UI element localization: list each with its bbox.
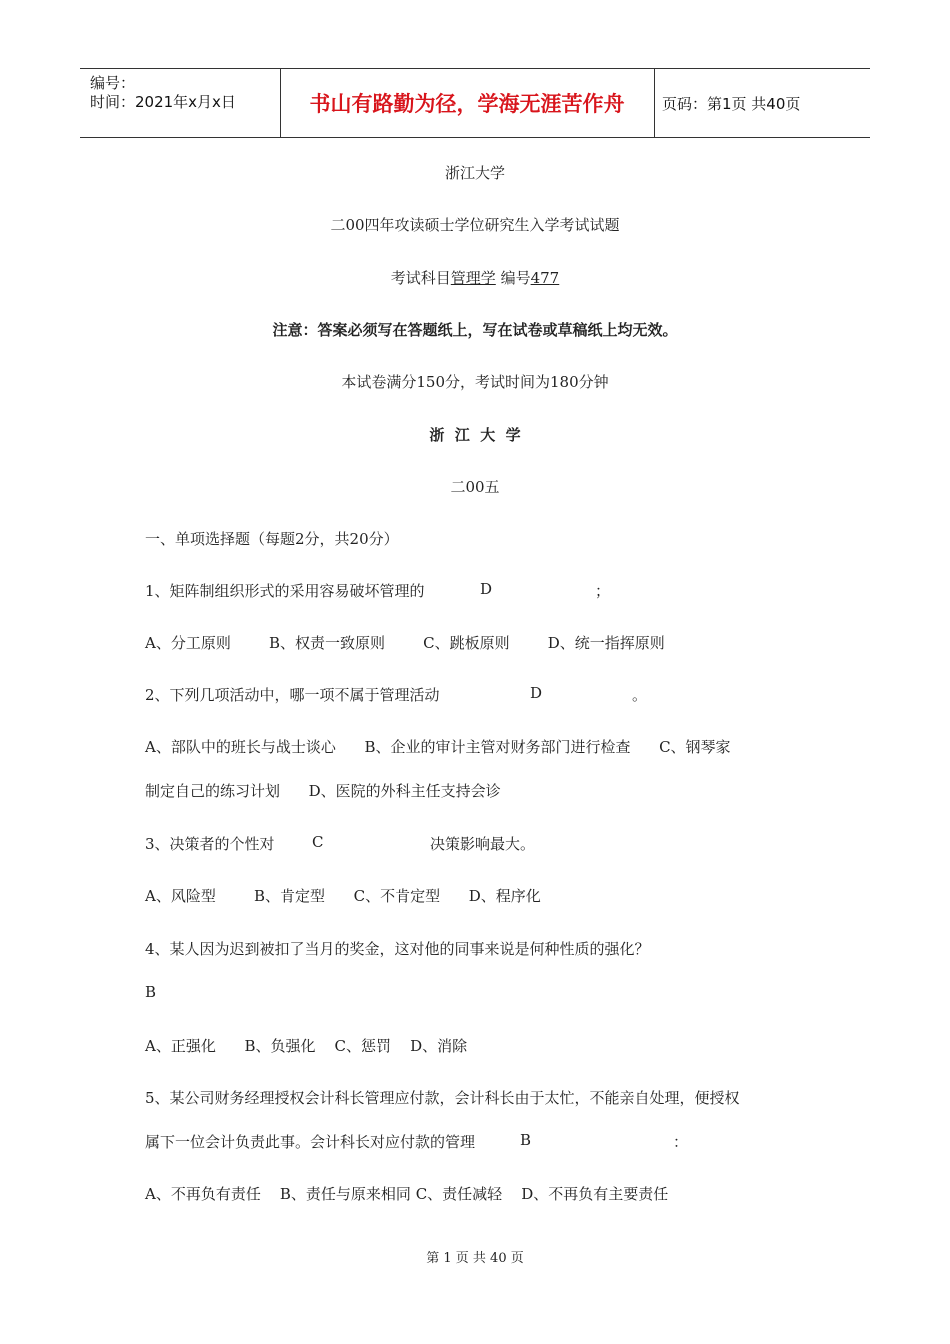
question-3-end: 决策影响最大。 (430, 835, 536, 853)
question-1-options: A、分工原则 B、权责一致原则 C、跳板原则 D、统一指挥原则 (145, 634, 665, 652)
header-divider-right (654, 69, 655, 137)
header-meta (80, 69, 280, 137)
header-motto: 书山有路勤为径，学海无涯苦作舟 (309, 92, 625, 116)
code-value: 477 (530, 269, 560, 287)
question-2-stem: 2、下列几项活动中，哪一项不属于管理活动 (145, 686, 440, 704)
question-1-end: ； (595, 582, 611, 600)
question-4-stem: 4、某人因为迟到被扣了当月的奖金，这对他的同事来说是何种性质的强化？ (145, 940, 650, 958)
question-5-stem-line2: 属下一位会计负责此事。会计科长对应付款的管理 (145, 1133, 476, 1151)
code-label: 编号 (500, 269, 531, 287)
question-4-options: A、正强化 B、负强化 C、惩罚 D、消除 (145, 1037, 468, 1055)
question-2-answer: D (530, 684, 543, 702)
university-name: 浙江大学 (444, 164, 505, 182)
question-5-stem-line1: 5、某公司财务经理授权会计科长管理应付款，会计科长由于太忙，不能亲自处理，便授权 (145, 1089, 740, 1107)
exam-notice: 注意：答案必须写在答题纸上，写在试卷或草稿纸上均无效。 (272, 321, 678, 339)
question-3-options: A、风险型 B、肯定型 C、不肯定型 D、程序化 (145, 887, 541, 905)
subject-label: 考试科目 (390, 269, 451, 287)
question-1-answer: D (480, 580, 493, 598)
document-header (80, 68, 870, 138)
time-label: 时间：2021年x月x日 (90, 93, 236, 111)
exam-year: 二00五 (450, 478, 500, 496)
question-3-stem: 3、决策者的个性对 (145, 835, 275, 853)
exam-title: 二00四年攻读硕士学位研究生入学考试试题 (330, 216, 620, 234)
question-5-end: ： (673, 1133, 689, 1151)
question-2-options-line1: A、部队中的班长与战士谈心 B、企业的审计主管对财务部门进行检查 C、钢琴家 (145, 738, 731, 756)
question-2-end: 。 (632, 686, 648, 704)
university-name-spaced: 浙 江 大 学 (429, 426, 521, 444)
question-3-answer: C (312, 833, 324, 851)
section-title: 一、单项选择题（每题2分，共20分） (145, 530, 399, 548)
exam-subject-line (0, 267, 950, 288)
exam-score-time: 本试卷满分150分，考试时间为180分钟 (341, 373, 609, 391)
number-label: 编号： (90, 74, 136, 92)
question-1-stem: 1、矩阵制组织形式的采用容易破坏管理的 (145, 582, 425, 600)
question-4-answer: B (145, 983, 157, 1001)
subject-value: 管理学 (450, 269, 496, 287)
question-2-options-line2: 制定自己的练习计划 D、医院的外科主任支持会诊 (145, 782, 501, 800)
question-5-answer: B (520, 1131, 532, 1149)
page-footer: 第 1 页 共 40 页 (426, 1251, 524, 1266)
header-page-info: 页码：第1页 共40页 (662, 95, 801, 113)
question-5-options: A、不再负有责任 B、责任与原来相同 C、责任减轻 D、不再负有主要责任 (145, 1185, 669, 1203)
